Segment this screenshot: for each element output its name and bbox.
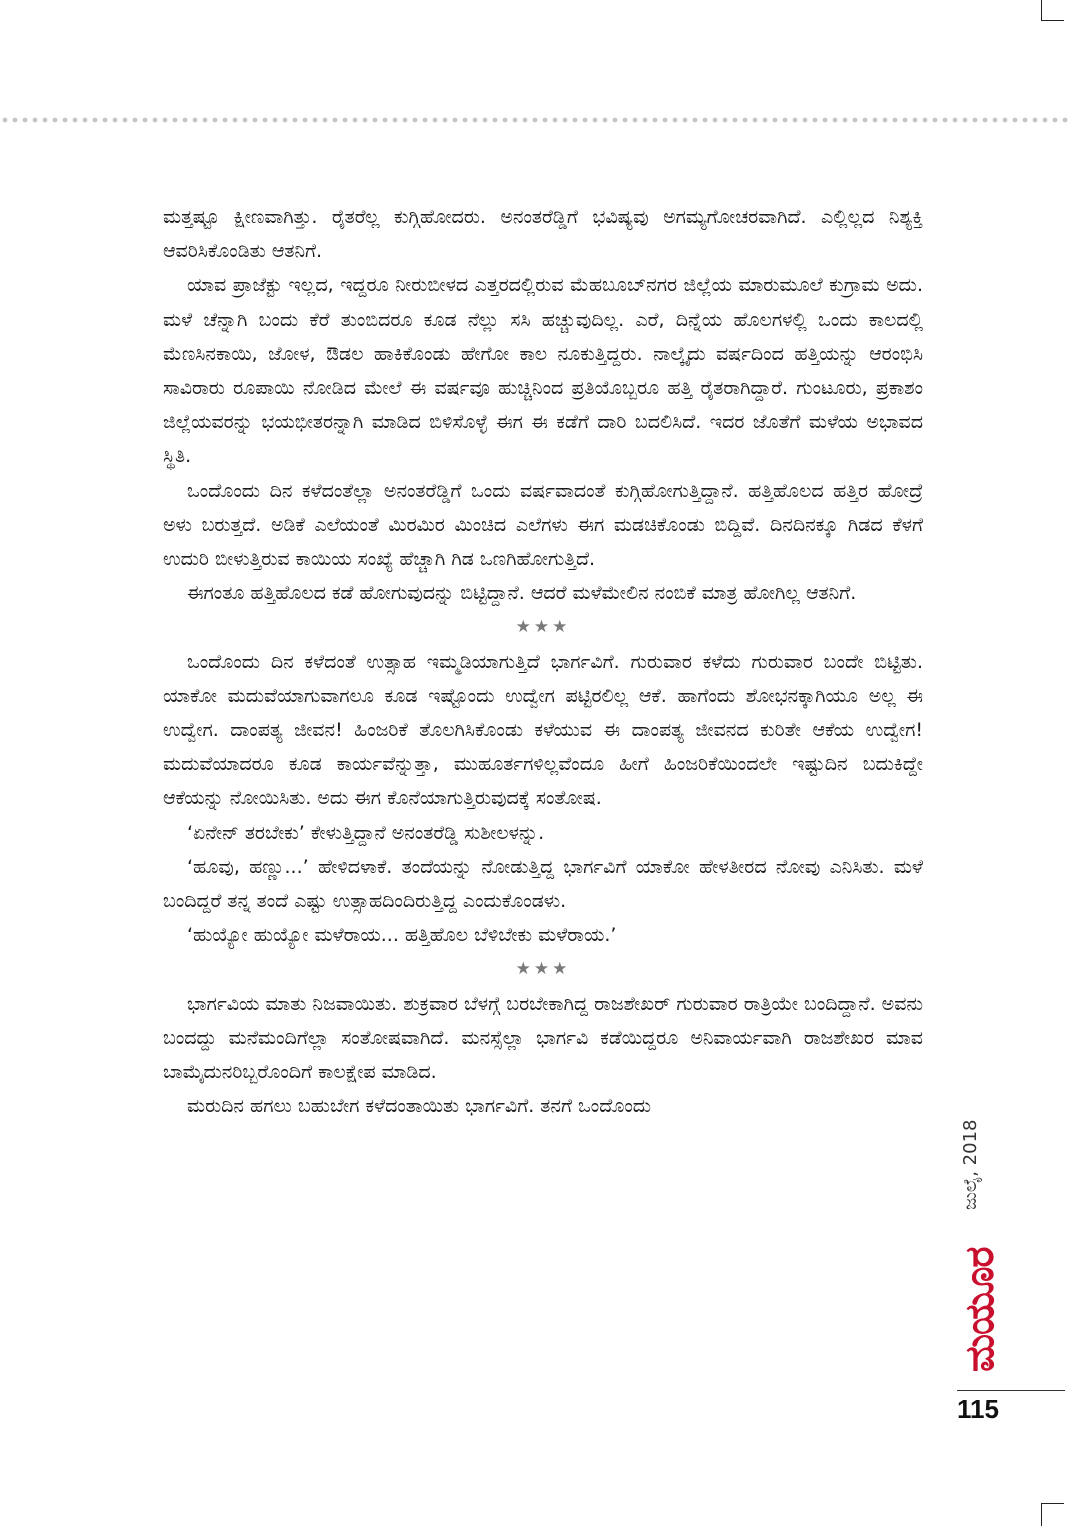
magazine-logo: ಮಯೂರ <box>957 1247 1003 1373</box>
paragraph: ಭಾರ್ಗವಿಯ ಮಾತು ನಿಜವಾಯಿತು. ಶುಕ್ರವಾರ ಬೆಳಗ್ಗೆ ಬರಬೇಕಾಗಿದ್ದ ರಾಜಶೇಖರ್ ಗುರುವಾರ ರಾತ್ರಿಯೇ ಬಂದಿದ್ದಾನೆ. ಅವನು ಬಂದದ್ದು ಮನೆಮಂದಿಗೆಲ್ಲಾ ಸಂತೋಷವಾಗಿದೆ. ಮನಸ್ಸೆಲ್ಲಾ ಭಾರ್ಗವಿ ಕಡೆಯಿದ್ದರೂ ಅನಿವಾರ್ಯವಾಗಿ ರಾಜಶೇಖರ ಮಾವ ಬಾಮೈದುನರಿಬ್ಬರೊಂದಿಗೆ ಕಾಲಕ್ಷೇಪ ಮಾಡಿದ. <box>163 992 923 1084</box>
page-number-rule <box>957 1390 1065 1391</box>
crop-mark-top-right <box>1041 0 1064 21</box>
article-body <box>163 200 923 1123</box>
section-break: ★★★ <box>515 959 571 980</box>
paragraph: ಒಂದೊಂದು ದಿನ ಕಳೆದಂತೆಲ್ಲಾ ಅನಂತರೆಡ್ಡಿಗೆ ಒಂದು ವರ್ಷವಾದಂತೆ ಕುಗ್ಗಿಹೋಗುತ್ತಿದ್ದಾನೆ. ಹತ್ತಿಹೊಲದ ಹತ್ತಿರ ಹೋದ್ರೆ ಅಳು ಬರುತ್ತದೆ. ಅಡಿಕೆ ಎಲೆಯಂತೆ ಮಿರಮಿರ ಮಿಂಚಿದ ಎಲೆಗಳು ಈಗ ಮಡಚಿಕೊಂಡು ಬಿದ್ದಿವೆ. ದಿನದಿನಕ್ಕೂ ಗಿಡದ ಕೆಳಗೆ ಉದುರಿ ಬೀಳುತ್ತಿರುವ ಕಾಯಿಯ ಸಂಖ್ಯೆ ಹೆಚ್ಚಾಗಿ ಗಿಡ ಒಣಗಿಹೋಗುತ್ತಿದೆ. <box>163 479 923 571</box>
paragraph: ಒಂದೊಂದು ದಿನ ಕಳೆದಂತೆ ಉತ್ಸಾಹ ಇಮ್ಮಡಿಯಾಗುತ್ತಿದೆ ಭಾರ್ಗವಿಗೆ. ಗುರುವಾರ ಕಳೆದು ಗುರುವಾರ ಬಂದೇ ಬಿಟ್ಟಿತು. ಯಾಕೋ ಮದುವೆಯಾಗುವಾಗಲೂ ಕೂಡ ಇಷ್ಟೊಂದು ಉದ್ವೇಗ ಪಟ್ಟಿರಲಿಲ್ಲ ಆಕೆ. ಹಾಗೆಂದು ಶೋಭನಕ್ಕಾಗಿಯೂ ಅಲ್ಲ ಈ ಉದ್ವೇಗ. ದಾಂಪತ್ಯ ಜೀವನ! ಹಿಂಜರಿಕೆ ತೊಲಗಿಸಿಕೊಂಡು ಕಳೆಯುವ ಈ ದಾಂಪತ್ಯ ಜೀವನದ ಕುರಿತೇ ಆಕೆಯ ಉದ್ವೇಗ! ಮದುವೆಯಾದರೂ ಕೂಡ ಕಾರ್ಯವೆನ್ನುತ್ತಾ, ಮುಹೂರ್ತಗಳಿಲ್ಲವೆಂದೂ ಹೀಗೆ ಹಿಂಜರಿಕೆಯಿಂದಲೇ ಇಷ್ಟುದಿನ ಬದುಕಿದ್ದೇ ಆಕೆಯನ್ನು ನೋಯಿಸಿತು. ಅದು ಈಗ ಕೊನೆಯಾಗುತ್ತಿರುವುದಕ್ಕೆ ಸಂತೋಷ. <box>163 650 923 810</box>
paragraph: ‘ಹೂವು, ಹಣ್ಣು...’ ಹೇಳಿದಳಾಕೆ. ತಂದೆಯನ್ನು ನೋಡುತ್ತಿದ್ದ ಭಾರ್ಗವಿಗೆ ಯಾಕೋ ಹೇಳತೀರದ ನೋವು ಎನಿಸಿತು. ಮಳೆ ಬಂದಿದ್ದರೆ ತನ್ನ ತಂದೆ ಎಷ್ಟು ಉತ್ಸಾಹದಿಂದಿರುತ್ತಿದ್ದ ಎಂದುಕೊಂಡಳು. <box>163 855 923 913</box>
issue-date: ಜುಲೈ, 2018 <box>960 1119 981 1211</box>
magazine-sidebar <box>950 1110 1010 1395</box>
section-break: ★★★ <box>515 617 571 638</box>
dotted-divider <box>0 116 1072 124</box>
paragraph: ಮರುದಿನ ಹಗಲು ಬಹುಬೇಗ ಕಳೆದಂತಾಯಿತು ಭಾರ್ಗವಿಗೆ. ತನಗೆ ಒಂದೊಂದು <box>187 1095 652 1118</box>
paragraph: ‘ಹುಯ್ಯೋ ಹುಯ್ಯೋ ಮಳೆರಾಯ... ಹತ್ತಿಹೊಲ ಬೆಳಿಬೇಕು ಮಳೆರಾಯ.’ <box>187 924 617 947</box>
crop-mark-bottom-right <box>1041 1503 1064 1526</box>
paragraph: ‘ಏನೇನ್ ತರಬೇಕು’ ಕೇಳುತ್ತಿದ್ದಾನೆ ಅನಂತರೆಡ್ಡಿ ಸುಶೀಲಳನ್ನು. <box>187 821 545 844</box>
page-number: 115 <box>957 1394 999 1424</box>
paragraph: ಮತ್ತಷ್ಟೂ ಕ್ಷೀಣವಾಗಿತ್ತು. ರೈತರೆಲ್ಲ ಕುಗ್ಗಿಹೋದರು. ಅನಂತರೆಡ್ಡಿಗೆ ಭವಿಷ್ಯವು ಅಗಮ್ಯಗೋಚರವಾಗಿದೆ. ಎಲ್ಲಿಲ್ಲದ ನಿಶ್ಯಕ್ತಿ ಆವರಿಸಿಕೊಂಡಿತು ಆತನಿಗೆ. <box>163 206 923 263</box>
paragraph: ಈಗಂತೂ ಹತ್ತಿಹೊಲದ ಕಡೆ ಹೋಗುವುದನ್ನು ಬಿಟ್ಟಿದ್ದಾನೆ. ಆದರೆ ಮಳೆಮೇಲಿನ ನಂಬಿಕೆ ಮಾತ್ರ ಹೋಗಿಲ್ಲ ಆತನಿಗೆ. <box>187 582 857 605</box>
paragraph: ಯಾವ ಪ್ರಾಜೆಕ್ಟು ಇಲ್ಲದ, ಇದ್ದರೂ ನೀರುಬೀಳದ ಎತ್ತರದಲ್ಲಿರುವ ಮೆಹಬೂಬ್‌ನಗರ ಜಿಲ್ಲೆಯ ಮಾರುಮೂಲೆ ಕುಗ್ರಾಮ ಅದು. ಮಳೆ ಚೆನ್ನಾಗಿ ಬಂದು ಕೆರೆ ತುಂಬಿದರೂ ಕೂಡ ನೆಲ್ಲು ಸಸಿ ಹಚ್ಚುವುದಿಲ್ಲ. ಎರೆ, ದಿನ್ನೆಯ ಹೊಲಗಳಲ್ಲಿ ಒಂದು ಕಾಲದಲ್ಲಿ ಮೆಣಸಿನಕಾಯಿ, ಜೋಳ, ಔಡಲ ಹಾಕಿಕೊಂಡು ಹೇಗೋ ಕಾಲ ನೂಕುತ್ತಿದ್ದರು. ನಾಲ್ಕೈದು ವರ್ಷದಿಂದ ಹತ್ತಿಯನ್ನು ಆರಂಭಿಸಿ ಸಾವಿರಾರು ರೂಪಾಯಿ ನೋಡಿದ ಮೇಲೆ ಈ ವರ್ಷವೂ ಹುಚ್ಚಿನಿಂದ ಪ್ರತಿಯೊಬ್ಬರೂ ಹತ್ತಿ ರೈತರಾಗಿದ್ದಾರೆ. ಗುಂಟೂರು, ಪ್ರಕಾಶಂ ಜಿಲ್ಲೆಯವರನ್ನು ಭಯಭೀತರನ್ನಾಗಿ ಮಾಡಿದ ಬಿಳಿಸೊಳ್ಳೆ ಈಗ ಈ ಕಡೆಗೆ ದಾರಿ ಬದಲಿಸಿದೆ. ಇದರ ಜೊತೆಗೆ ಮಳೆಯ ಅಭಾವದ ಸ್ಥಿತಿ. <box>163 274 923 468</box>
